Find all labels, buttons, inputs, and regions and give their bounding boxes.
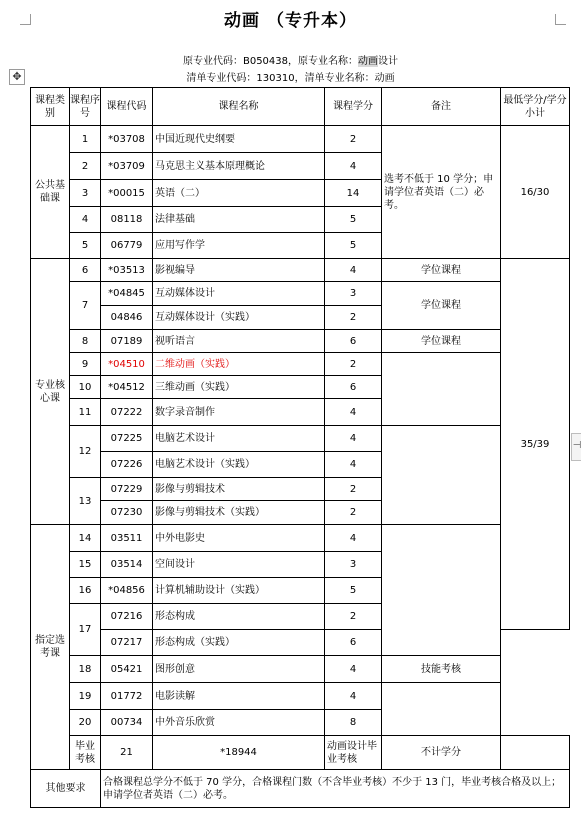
course-code: 07225 [101,426,153,452]
note-degree: 学位课程 [382,330,501,353]
course-name: 英语（二） [153,180,325,207]
course-credit: 5 [325,207,382,233]
course-credit: 5 [325,578,382,604]
course-name: 形态构成（实践） [153,630,325,656]
course-name: 计算机辅助设计（实践） [153,578,325,604]
course-code: *18944 [153,736,325,770]
note-empty [382,353,501,426]
group-grad: 毕业考核 [70,736,101,770]
course-seq: 12 [70,426,101,478]
course-name: 马克思主义基本原理概论 [153,153,325,180]
course-credit: 4 [325,426,382,452]
course-credit: 2 [325,306,382,330]
course-code: *04512 [101,376,153,399]
note-empty [382,525,501,656]
course-seq: 15 [70,552,101,578]
note-empty [382,426,501,525]
course-seq: 10 [70,376,101,399]
page-corner-mark [20,14,31,25]
note-empty [501,736,570,770]
other-label: 其他要求 [31,770,101,808]
course-code: 03514 [101,552,153,578]
table-row [31,126,570,153]
course-name: 应用写作学 [153,233,325,259]
course-seq: 16 [70,578,101,604]
major-info-prefix: 原专业代码：B050438，原专业名称： [182,56,359,67]
course-credit: 14 [325,180,382,207]
course-code: 07229 [101,478,153,501]
course-seq: 7 [70,282,101,330]
course-seq: 2 [70,153,101,180]
course-seq: 9 [70,353,101,376]
course-code: 04846 [101,306,153,330]
side-scroll-tab[interactable]: ⊣ [571,433,581,461]
group-elective: 指定选考课 [31,525,70,770]
course-credit: 不计学分 [382,736,501,770]
course-name: 互动媒体设计（实践） [153,306,325,330]
course-name: 互动媒体设计 [153,282,325,306]
note-skill: 技能考核 [382,656,501,683]
course-seq: 8 [70,330,101,353]
course-seq: 13 [70,478,101,525]
course-name: 电脑艺术设计（实践） [153,452,325,478]
course-credit: 4 [325,153,382,180]
course-code: 07217 [101,630,153,656]
note-empty [382,683,501,736]
course-credit: 3 [325,552,382,578]
course-name: 电影读解 [153,683,325,710]
min-credit-public: 16/30 [501,126,570,259]
course-code: 03511 [101,525,153,552]
course-code: 06779 [101,233,153,259]
course-credit: 4 [325,452,382,478]
group-core: 专业核心课 [31,259,70,525]
course-code: *03709 [101,153,153,180]
course-seq: 19 [70,683,101,710]
course-name: 中外电影史 [153,525,325,552]
course-name: 数字录音制作 [153,399,325,426]
course-code: 00734 [101,710,153,736]
course-code: 07230 [101,501,153,525]
note-degree: 学位课程 [382,282,501,330]
major-info-suffix: 设计 [378,56,399,67]
major-info-line-1 [0,55,581,68]
table-row [31,656,570,683]
course-seq: 14 [70,525,101,552]
major-info-highlight: 动画 [358,56,379,67]
table-row [31,683,570,710]
major-info-line-2: 清单专业代码：130310，清单专业名称：动画 [186,73,395,84]
header-min-credit: 最低学分/学分小计 [501,88,570,126]
course-code: 07189 [101,330,153,353]
course-credit: 2 [325,501,382,525]
course-seq: 11 [70,399,101,426]
course-name: 中国近现代史纲要 [153,126,325,153]
course-code: *04510 [101,353,153,376]
course-credit: 8 [325,710,382,736]
course-credit: 4 [325,399,382,426]
other-text: 合格课程总学分不低于 70 学分，合格课程门数（不含毕业考核）不少于 13 门，毕业考核合格及以上；申请学位者英语（二）必考。 [101,770,570,808]
course-code: 07226 [101,452,153,478]
course-name: 中外音乐欣赏 [153,710,325,736]
course-seq: 4 [70,207,101,233]
course-name: 三维动画（实践） [153,376,325,399]
table-row [31,259,570,282]
course-code: *04856 [101,578,153,604]
course-credit: 2 [325,353,382,376]
course-code: *04845 [101,282,153,306]
course-name: 视听语言 [153,330,325,353]
course-code: *00015 [101,180,153,207]
course-code: 01772 [101,683,153,710]
course-credit: 3 [325,282,382,306]
table-move-handle-icon[interactable]: ✥ [9,69,25,85]
other-requirements-row [31,770,570,808]
min-credit-core: 35/39 [501,259,570,630]
course-credit: 2 [325,604,382,630]
table-row [31,282,570,306]
header-seq: 课程序号 [70,88,101,126]
note-degree: 学位课程 [382,259,501,282]
course-name: 电脑艺术设计 [153,426,325,452]
header-note: 备注 [382,88,501,126]
course-code: 07216 [101,604,153,630]
course-code: 07222 [101,399,153,426]
course-name: 形态构成 [153,604,325,630]
course-name: 法律基础 [153,207,325,233]
course-credit: 6 [325,330,382,353]
course-name: 影视编导 [153,259,325,282]
course-credit: 4 [325,259,382,282]
course-code: 08118 [101,207,153,233]
header-credit: 课程学分 [325,88,382,126]
header-name: 课程名称 [153,88,325,126]
course-seq: 17 [70,604,101,656]
header-row [31,88,570,126]
course-name: 空间设计 [153,552,325,578]
course-name: 二维动画（实践） [153,353,325,376]
course-code: 05421 [101,656,153,683]
course-seq: 5 [70,233,101,259]
page-corner-mark [555,14,566,25]
course-credit: 4 [325,525,382,552]
course-seq: 6 [70,259,101,282]
course-seq: 21 [101,736,153,770]
table-row [31,353,570,376]
course-code: *03513 [101,259,153,282]
header-category: 课程类别 [31,88,70,126]
course-seq: 18 [70,656,101,683]
course-code: *03708 [101,126,153,153]
page-title: 动画 （专升本） [224,11,357,31]
course-credit: 4 [325,683,382,710]
course-name: 影像与剪辑技术（实践） [153,501,325,525]
table-row [31,426,570,452]
note-public: 选考不低于 10 学分；申请学位者英语（二）必考。 [382,126,501,259]
course-seq: 3 [70,180,101,207]
course-credit: 2 [325,126,382,153]
course-seq: 20 [70,710,101,736]
course-credit: 6 [325,376,382,399]
curriculum-table [30,87,570,808]
course-name: 影像与剪辑技术 [153,478,325,501]
table-row [31,330,570,353]
course-seq: 1 [70,126,101,153]
course-name: 图形创意 [153,656,325,683]
header-code: 课程代码 [101,88,153,126]
course-credit: 4 [325,656,382,683]
table-row [31,525,570,552]
table-row [31,736,570,770]
course-credit: 2 [325,478,382,501]
course-name: 动画设计毕业考核 [325,736,382,770]
group-public: 公共基础课 [31,126,70,259]
course-credit: 5 [325,233,382,259]
course-credit: 6 [325,630,382,656]
